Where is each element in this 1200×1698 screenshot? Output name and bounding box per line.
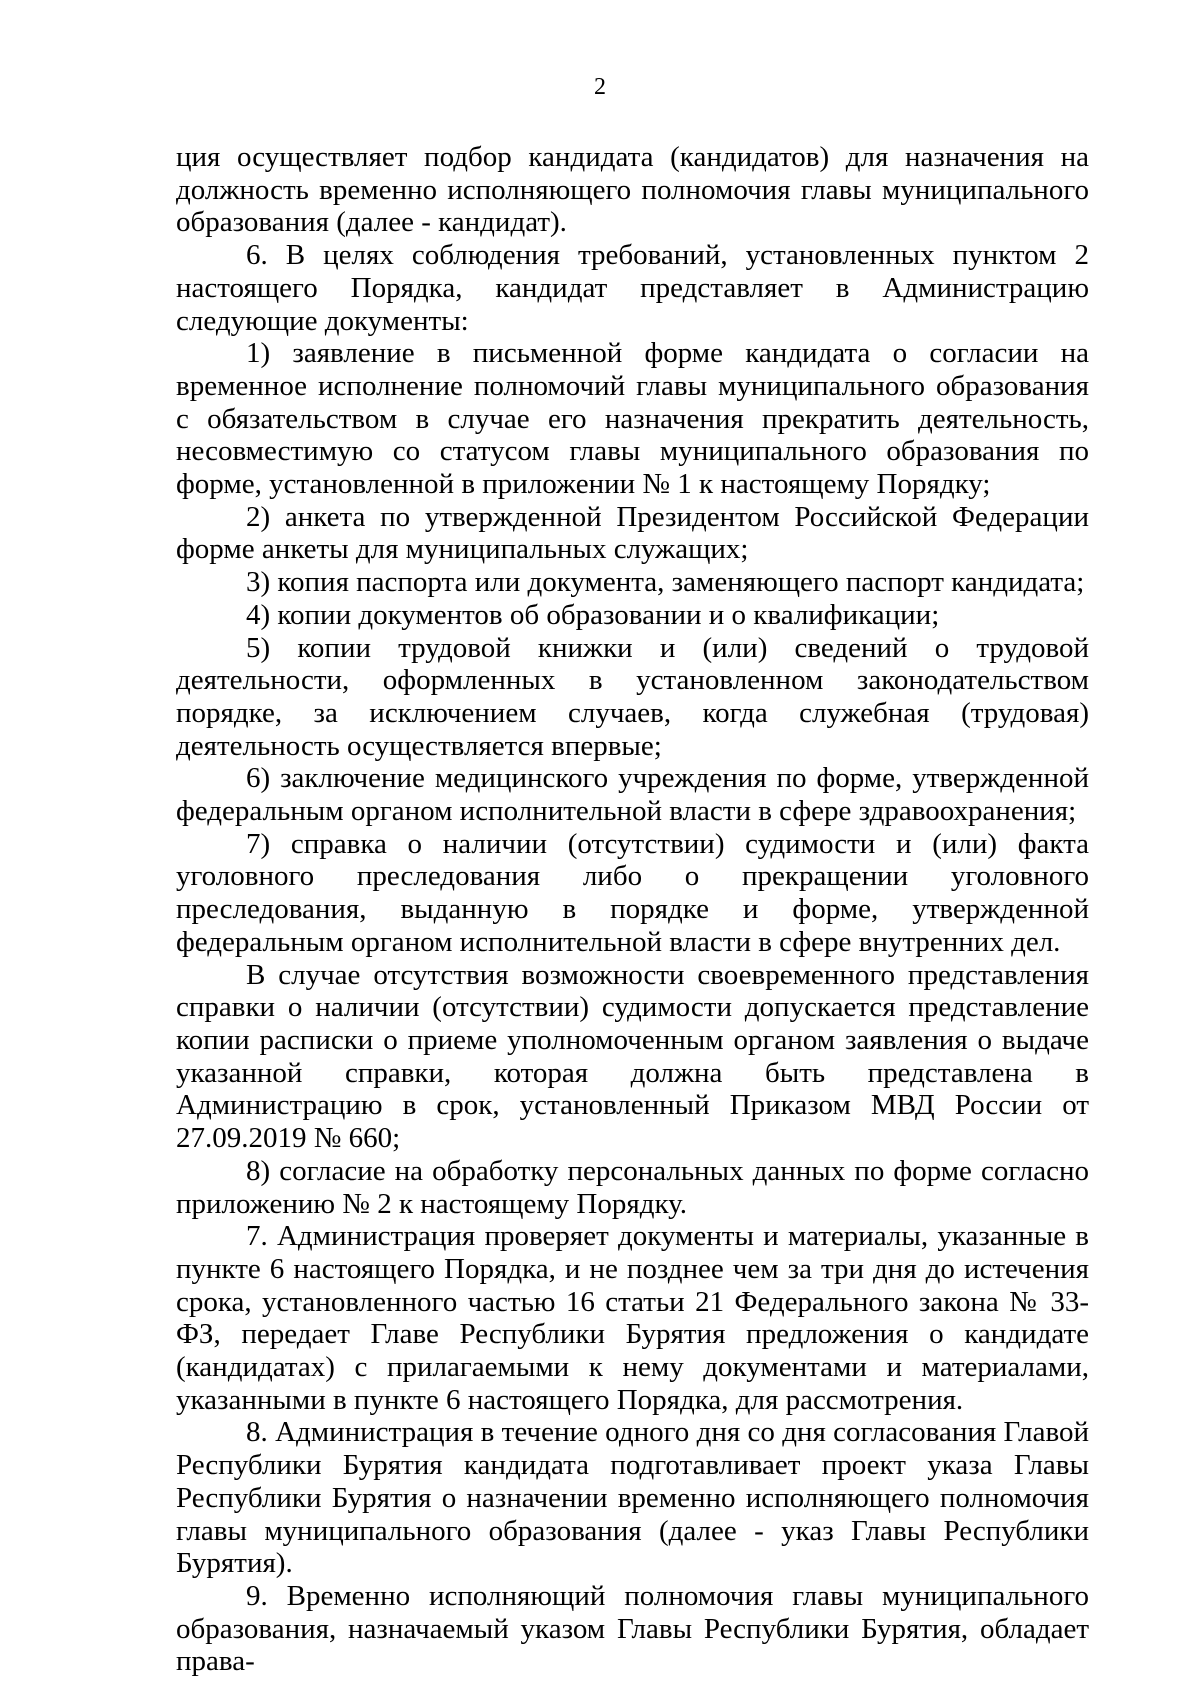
paragraph-subitem-5: 5) копии трудовой книжки и (или) сведений о трудовой деятельности, оформленных в установленном законодательством порядке, за исключением случаев, когда служебная (трудовая) деятельность осуществляется впервые; xyxy=(176,631,1089,762)
paragraph-subitem-8: 8) согласие на обработку персональных данных по форме согласно приложению № 2 к настоящему Порядку. xyxy=(176,1154,1089,1220)
paragraph-subitem-7-note: В случае отсутствия возможности своевременного представления справки о наличии (отсутствии) судимости допускается представление копии расписки о приеме уполномоченным органом заявления о выдаче указанной справки, которая должна быть представлена в Администрацию в срок, установленный Приказом МВД России от 27.09.2019 № 660; xyxy=(176,958,1089,1155)
paragraph-subitem-3: 3) копия паспорта или документа, заменяющего паспорт кандидата; xyxy=(246,566,1085,599)
paragraph-item-7: 7. Администрация проверяет документы и материалы, указанные в пункте 6 настоящего Порядка, и не позднее чем за три дня до истечения срока, установленного частью 16 статьи 21 Федерального закона № 33-ФЗ, передает Главе Республики Бурятия предложения о кандидате (кандидатах) с прилагаемыми к нему документами и материалами, указанными в пункте 6 настоящего Порядка, для рассмотрения. xyxy=(176,1220,1089,1416)
paragraph-subitem-7: 7) справка о наличии (отсутствии) судимости и (или) факта уголовного преследования либо о прекращении уголовного преследования, выданную в порядке и форме, утвержденной федеральным органом исполнительной власти в сфере внутренних дел. xyxy=(176,827,1089,958)
page-number: 2 xyxy=(594,74,606,100)
paragraph-subitem-2: 2) анкета по утвержденной Президентом Российской Федерации форме анкеты для муниципальных служащих; xyxy=(176,500,1089,566)
paragraph-continuation: ция осуществляет подбор кандидата (кандидатов) для назначения на должность временно исполняющего полномочия главы муниципального образования (далее - кандидат). xyxy=(176,141,1089,239)
paragraph-subitem-4: 4) копии документов об образовании и о квалификации; xyxy=(246,598,940,631)
paragraph-subitem-6: 6) заключение медицинского учреждения по форме, утвержденной федеральным органом исполнительной власти в сфере здравоохранения; xyxy=(176,762,1089,828)
paragraph-item-6: 6. В целях соблюдения требований, установленных пунктом 2 настоящего Порядка, кандидат представляет в Администрацию следующие документы: xyxy=(176,239,1089,337)
paragraph-item-9: 9. Временно исполняющий полномочия главы муниципального образования, назначаемый указом Главы Республики Бурятия, обладает права- xyxy=(176,1579,1089,1678)
paragraph-subitem-1: 1) заявление в письменной форме кандидата о согласии на временное исполнение полномочий главы муниципального образования с обязательством в случае его назначения прекратить деятельность, несовместимую со статусом главы муниципального образования по форме, установленной в приложении № 1 к настоящему Порядку; xyxy=(176,337,1089,501)
paragraph-item-8: 8. Администрация в течение одного дня со дня согласования Главой Республики Бурятия кандидата подготавливает проект указа Главы Республики Бурятия о назначении временно исполняющего полномочия главы муниципального образования (далее - указ Главы Республики Бурятия). xyxy=(176,1416,1089,1580)
document-body xyxy=(176,141,1089,1678)
